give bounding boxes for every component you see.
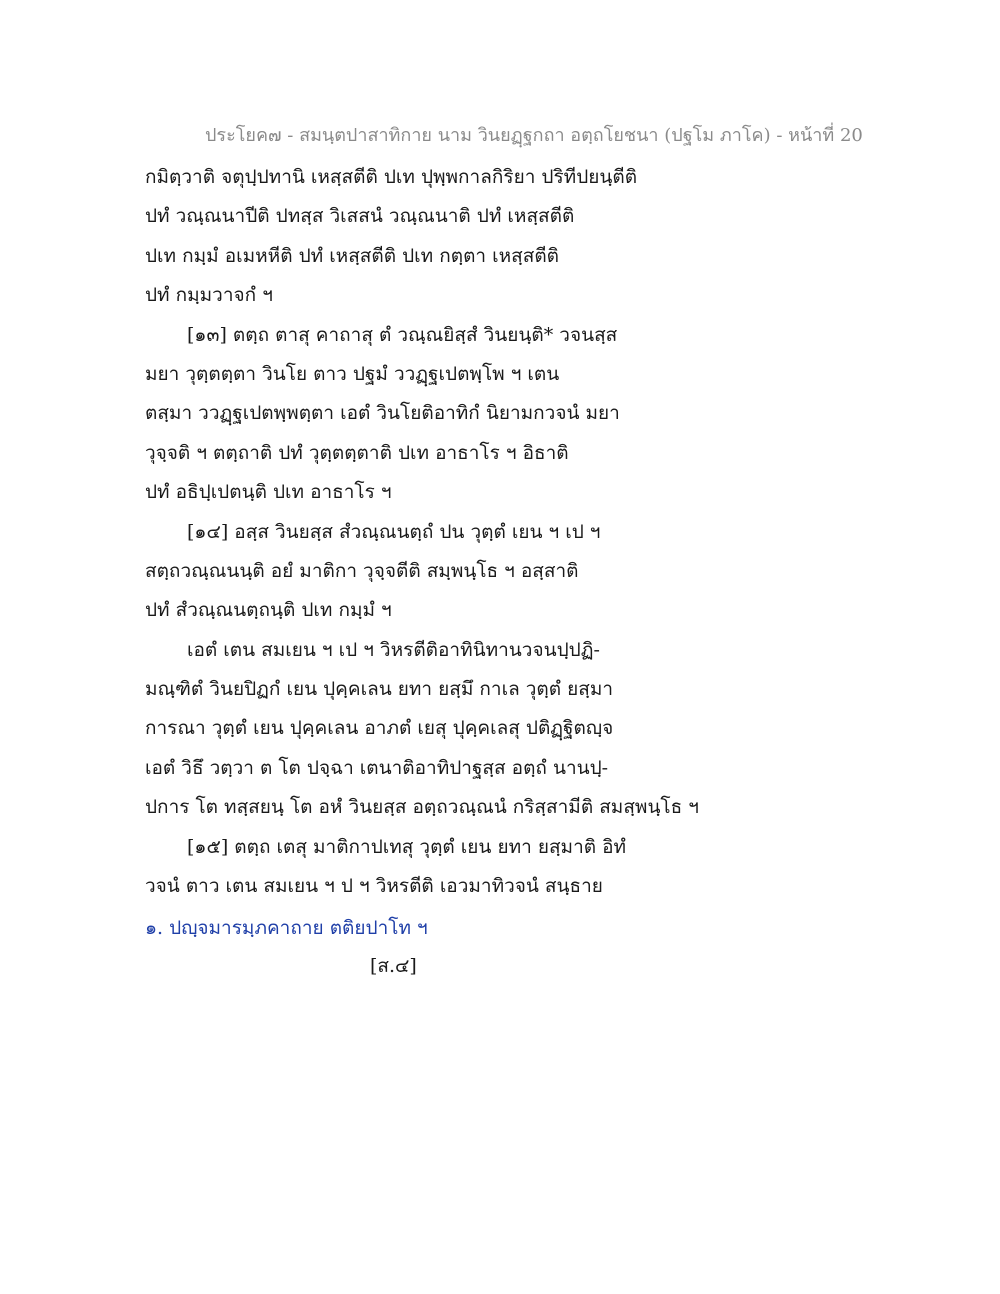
text-line: การณา วุตฺตํ เยน ปุคฺคเลน อาภตํ เยสุ ปุคฺคเลสุ ปติฏฺฐิตญฺจ [145,717,614,740]
text-line: วุจฺจติ ฯ ตตฺถาติ ปทํ วุตฺตตฺตาติ ปเท อาธาโร ฯ อิธาติ [145,441,569,464]
text-line: สตฺถวณฺณนนฺติ อยํ มาติกา วุจฺจตีติ สมฺพนฺโธ ฯ อสฺสาติ [145,559,579,582]
text-line: ปทํ กมฺมวาจกํ ฯ [145,284,273,307]
text-line: วจนํ ตาว เตน สมเยน ฯ ป ฯ วิหรตีติ เอวมาทิวจนํ สนฺธาย [145,875,603,898]
text-line: ปทํ สํวณฺณนตฺถนฺติ ปเท กมฺมํ ฯ [145,599,392,622]
text-line: ปทํ วณฺณนาปีติ ปทสฺส วิเสสนํ วณฺณนาติ ปทํ เหสฺสตีติ [145,205,575,228]
text-line: [๑๕] ตตฺถ เตสุ มาติกาปเทสุ วุตฺตํ เยน ยทา ยสฺมาติ อิทํ [187,835,627,858]
text-line: ปทํ อธิปฺเปตนฺติ ปเท อาธาโร ฯ [145,481,392,504]
text-line: มณฺฑิตํ วินยปิฏกํ เยน ปุคฺคเลน ยทา ยสฺมึ กาเล วุตฺตํ ยสฺมา [145,678,614,701]
text-line: เอตํ เตน สมเยน ฯ เป ฯ วิหรตีติอาทินิทานวจนปฺปฏิ- [187,638,600,661]
text-line: [๑๔] อสฺส วินยสฺส สํวณฺณนตฺถํ ปน วุตฺตํ เยน ฯ เป ฯ [187,520,601,543]
text-line: มยา วุตฺตตฺตา วินโย ตาว ปฐมํ ววฏฺฐเปตพฺโพ ฯ เตน [145,362,560,385]
text-line: ปเท กมฺมํ อเมหหีติ ปทํ เหสฺสตีติ ปเท กตฺตา เหสฺสตีติ [145,244,560,267]
text-line: [๑๓] ตตฺถ ตาสุ คาถาสุ ตํ วณฺณยิสฺสํ วินยนฺติ* วจนสฺส [187,323,618,346]
running-header: ประโยค๗ - สมนฺตปาสาทิกาย นาม วินยฏฺฐกถา อตฺถโยชนา (ปฐโม ภาโค) - หน้าที่ 20 [205,125,863,146]
page-signature-mark: [ส.๔] [370,955,417,977]
text-line: ปการ โต ทสฺสยนฺ โต อหํ วินยสฺส อตฺถวณฺณนํ กริสฺสามีติ สมสฺพนฺโธ ฯ [145,796,699,819]
text-line: กมิตฺวาติ จตุปฺปทานิ เหสฺสตีติ ปเท ปุพฺพกาลกิริยา ปริทีปยนฺตีติ [145,166,638,188]
body-text [145,158,965,906]
text-line: เอตํ วิธึ วตฺวา ต โต ปจฺฉา เตนาติอาทิปาฐสฺส อตฺถํ นานปฺ- [145,756,609,779]
text-line: ตสฺมา ววฏฺฐเปตพฺพตฺตา เอตํ วินโยติอาทิกํ นิยามกวจนํ มยา [145,402,620,425]
footnote: ๑. ปญฺจมารมฺภคาถาย ตติยปาโท ฯ [145,917,428,939]
